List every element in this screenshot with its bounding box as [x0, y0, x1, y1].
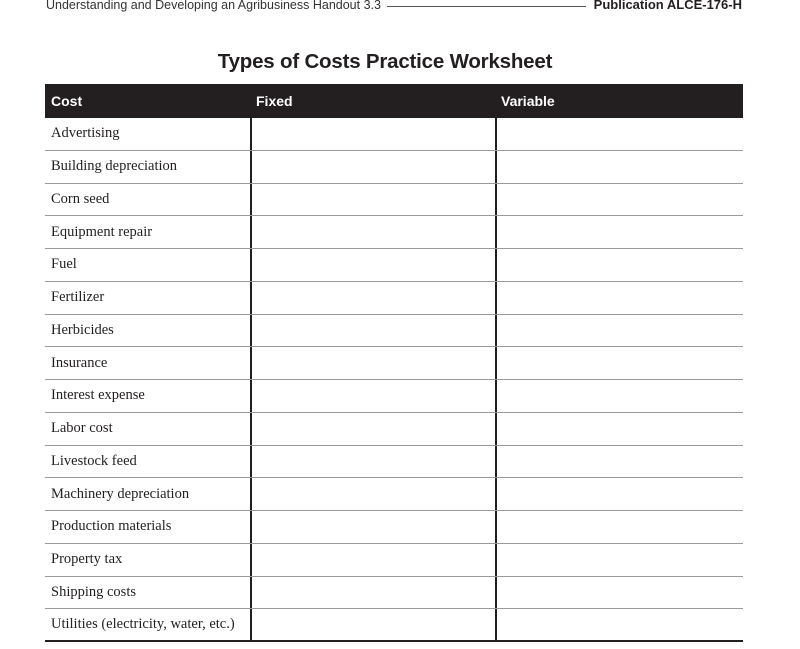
- table-row: [45, 380, 743, 413]
- variable-answer-cell[interactable]: [495, 249, 743, 281]
- column-header-cost: Cost: [51, 93, 83, 109]
- variable-answer-cell[interactable]: [495, 478, 743, 510]
- cost-item-label: Equipment repair: [51, 223, 153, 240]
- table-row: [45, 609, 743, 642]
- variable-answer-cell[interactable]: [495, 118, 743, 150]
- table-header-row: [45, 84, 743, 118]
- fixed-answer-cell[interactable]: [250, 511, 495, 543]
- fixed-answer-cell[interactable]: [250, 315, 495, 347]
- cost-item-label: Herbicides: [51, 321, 114, 338]
- variable-answer-cell[interactable]: [495, 577, 743, 609]
- variable-answer-cell[interactable]: [495, 544, 743, 576]
- variable-answer-cell[interactable]: [495, 347, 743, 379]
- cost-item-label: Livestock feed: [51, 452, 137, 469]
- cost-table: [45, 84, 743, 642]
- table-row: [45, 478, 743, 511]
- cost-item-label: Building depreciation: [51, 158, 178, 175]
- fixed-answer-cell[interactable]: [250, 347, 495, 379]
- table-row: [45, 347, 743, 380]
- table-row: [45, 413, 743, 446]
- fixed-answer-cell[interactable]: [250, 577, 495, 609]
- worksheet-title: Types of Costs Practice Worksheet: [217, 50, 553, 73]
- variable-answer-cell[interactable]: [495, 511, 743, 543]
- variable-answer-cell[interactable]: [495, 446, 743, 478]
- table-row: [45, 511, 743, 544]
- handout-title: Understanding and Developing an Agribusiness Handout 3.3: [46, 0, 381, 12]
- cost-item-label: Fuel: [51, 256, 77, 273]
- cost-item-label: Utilities (electricity, water, etc.): [51, 616, 235, 633]
- fixed-answer-cell[interactable]: [250, 184, 495, 216]
- cost-item-label: Shipping costs: [51, 583, 136, 600]
- fixed-answer-cell[interactable]: [250, 413, 495, 445]
- table-row: [45, 249, 743, 282]
- fixed-answer-cell[interactable]: [250, 151, 495, 183]
- variable-answer-cell[interactable]: [495, 609, 743, 640]
- variable-answer-cell[interactable]: [495, 184, 743, 216]
- fixed-answer-cell[interactable]: [250, 544, 495, 576]
- cost-item-label: Interest expense: [51, 387, 145, 404]
- table-row: [45, 544, 743, 577]
- table-row: [45, 118, 743, 151]
- table-row: [45, 446, 743, 479]
- variable-answer-cell[interactable]: [495, 216, 743, 248]
- column-header-variable: Variable: [501, 93, 555, 109]
- cost-item-label: Insurance: [51, 354, 108, 371]
- fixed-answer-cell[interactable]: [250, 249, 495, 281]
- publication-id: Publication ALCE-176-H: [593, 0, 742, 12]
- header-rule: [387, 6, 586, 7]
- variable-answer-cell[interactable]: [495, 380, 743, 412]
- cost-item-label: Property tax: [51, 551, 123, 568]
- variable-answer-cell[interactable]: [495, 315, 743, 347]
- column-header-fixed: Fixed: [256, 93, 293, 109]
- running-header: [46, 0, 742, 14]
- fixed-answer-cell[interactable]: [250, 282, 495, 314]
- fixed-answer-cell[interactable]: [250, 216, 495, 248]
- table-row: [45, 151, 743, 184]
- cost-item-label: Corn seed: [51, 190, 110, 207]
- table-row: [45, 216, 743, 249]
- variable-answer-cell[interactable]: [495, 282, 743, 314]
- fixed-answer-cell[interactable]: [250, 478, 495, 510]
- cost-item-label: Machinery depreciation: [51, 485, 190, 502]
- fixed-answer-cell[interactable]: [250, 118, 495, 150]
- table-row: [45, 577, 743, 610]
- table-body: [45, 118, 743, 642]
- cost-item-label: Production materials: [51, 518, 172, 535]
- cost-item-label: Labor cost: [51, 420, 113, 437]
- variable-answer-cell[interactable]: [495, 413, 743, 445]
- table-row: [45, 184, 743, 217]
- variable-answer-cell[interactable]: [495, 151, 743, 183]
- fixed-answer-cell[interactable]: [250, 609, 495, 640]
- fixed-answer-cell[interactable]: [250, 380, 495, 412]
- table-row: [45, 315, 743, 348]
- cost-item-label: Fertilizer: [51, 289, 105, 306]
- fixed-answer-cell[interactable]: [250, 446, 495, 478]
- table-row: [45, 282, 743, 315]
- cost-item-label: Advertising: [51, 125, 120, 142]
